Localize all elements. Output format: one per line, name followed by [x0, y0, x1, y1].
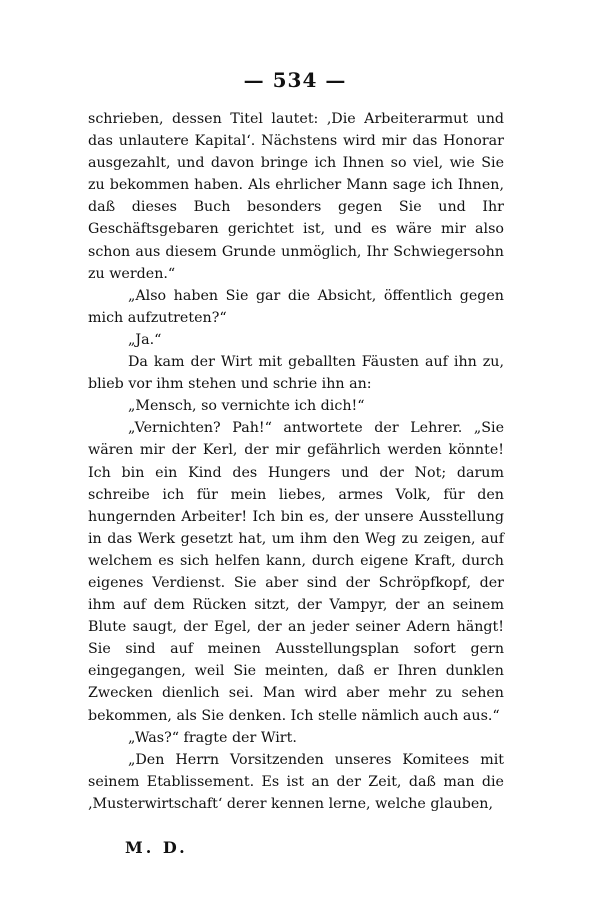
paragraph: schrieben, dessen Titel lautet: ‚Die Arbeiterarmut und das unlautere Kapital‘. Nächstens wird mir das Honorar ausgezahlt, und davon bringe ich Ihnen so viel, wie Sie zu bekommen haben. Als ehrlicher Mann sage ich Ihnen, daß dieses Buch besonders gegen Sie und Ihr Geschäftsgebaren gerichtet ist, und es wäre mir also schon aus diesem Grunde unmöglich, Ihr Schwiegersohn zu werden.“ [88, 111, 504, 282]
paragraph: „Vernichten? Pah!“ antwortete der Lehrer. „Sie wären mir der Kerl, der mir gefährlich werden könnte! Ich bin ein Kind des Hungers und der Not; darum schreibe ich für mein liebes, armes Volk, für den hungernden Arbeiter! Ich bin es, der unsere Ausstellung in das Werk gesetzt hat, um ihm den Weg zu zeigen, auf welchem es sich helfen kann, durch eigene Kraft, durch eigenes Verdienst. Sie aber sind der Schröpfkopf, der ihm auf dem Rücken sitzt, der Vampyr, der an seinem Blute saugt, der Egel, der an jeder seiner Adern hängt! Sie sind auf meinen Ausstellungsplan sofort gern eingegangen, weil Sie meinten, daß er Ihren dunklen Zwecken dienlich sei. Man wird aber mehr zu sehen bekommen, als Sie denken. Ich stelle nämlich auch aus.“ [88, 420, 504, 724]
page-number: — 534 — [243, 68, 347, 92]
paragraph: Da kam der Wirt mit geballten Fäusten auf ihn zu, blieb vor ihm stehen und schrie ihn an: [88, 354, 504, 393]
paragraph: „Also haben Sie gar die Absicht, öffentlich gegen mich aufzutreten?“ [88, 287, 504, 326]
paragraph: „Den Herrn Vorsitzenden unseres Komitees mit seinem Etablissement. Es ist an der Zeit, daß man die ‚Musterwirtschaft‘ derer kennen lerne, welche glauben, [88, 751, 504, 812]
body-text [88, 108, 504, 815]
paragraph: „Mensch, so vernichte ich dich!“ [128, 398, 365, 415]
signature-mark: M. D. [125, 838, 188, 857]
paragraph: „Was?“ fragte der Wirt. [128, 729, 297, 746]
paragraph: „Ja.“ [128, 331, 162, 348]
